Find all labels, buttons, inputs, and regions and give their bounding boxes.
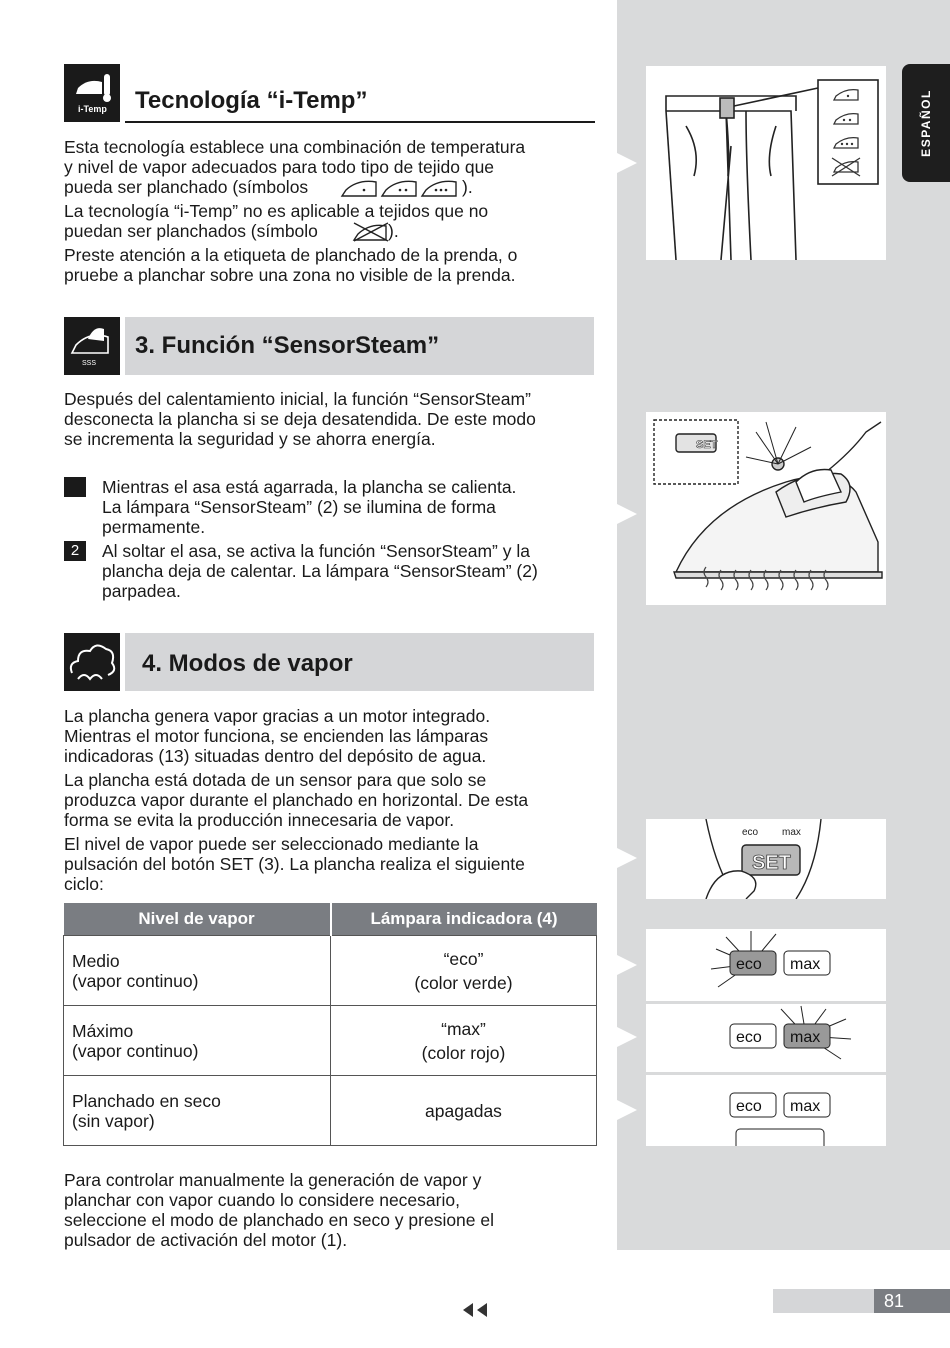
table-cell-lamp <box>331 1076 597 1146</box>
itemp-line-1: Esta tecnología establece una combinación de temperatura <box>64 137 526 157</box>
table-header-lamp: Lámpara indicadora (4) <box>331 903 597 936</box>
itemp-line-7: pruebe a planchar sobre una zona no visible de la prenda. <box>64 265 516 285</box>
set-button-icon <box>646 819 886 899</box>
eco-lamp-illustration <box>646 929 886 1001</box>
table-cell-lamp <box>331 936 597 1006</box>
trousers-label-illustration <box>646 66 886 260</box>
eco-lamp-icon <box>646 929 886 1001</box>
max-label: max <box>782 827 801 838</box>
vapor-p1-line-1: La plancha genera vapor gracias a un motor integrado. <box>64 706 491 726</box>
pointer-arrow <box>617 504 637 524</box>
itemp-icon-label: i-Temp <box>78 104 107 114</box>
max-lamp-illustration <box>646 1004 886 1072</box>
table-row <box>64 936 597 1006</box>
pointer-arrow <box>617 1027 637 1047</box>
level-name: Medio <box>72 950 120 971</box>
table-cell-level <box>64 936 331 1006</box>
step-2-line-1: Al soltar el asa, se activa la función “SensorSteam” y la <box>102 541 530 561</box>
vapor-p4-line-2: planchar con vapor cuando lo considere necesario, <box>64 1190 460 1210</box>
itemp-after-symbols-1: ). <box>462 177 473 197</box>
max-label: max <box>790 1098 821 1115</box>
no-ironing-symbol-icon <box>352 220 390 242</box>
page-number: 81 <box>874 1289 950 1313</box>
pointer-arrow <box>617 955 637 975</box>
itemp-line-6: Preste atención a la etiqueta de planchado de la prenda, o <box>64 245 518 265</box>
set-button-press-illustration <box>646 819 886 899</box>
sensorsteam-icon <box>64 317 120 375</box>
back-arrows-icon[interactable] <box>461 1302 489 1318</box>
trousers-icon <box>646 66 886 260</box>
vapor-p4-line-3: seleccione el modo de planchado en seco y presione el <box>64 1210 495 1230</box>
steam-level-table <box>63 903 597 1146</box>
set-label: SET <box>752 852 791 874</box>
itemp-line-3: pueda ser planchado (símbolos <box>64 177 309 197</box>
lamps-off-icon <box>646 1075 886 1146</box>
max-label: max <box>790 1029 821 1046</box>
sensor-line-2: desconecta la plancha si se deja desatendida. De este modo <box>64 409 536 429</box>
step-number-2: 2 <box>64 541 86 561</box>
vapor-p3-line-3: ciclo: <box>64 874 104 894</box>
lamp-name: apagadas <box>425 1100 502 1121</box>
language-tab-label: ESPAÑOL <box>919 89 933 157</box>
table-header-level: Nivel de vapor <box>64 903 331 936</box>
vapor-p2-line-3: forma se evita la producción innecesaria de vapor. <box>64 810 455 830</box>
level-detail: (sin vapor) <box>72 1110 155 1131</box>
vapor-p4-line-4: pulsador de activación del motor (1). <box>64 1230 348 1250</box>
itemp-after-symbols-2: ). <box>388 221 399 241</box>
step-number-1 <box>64 477 86 497</box>
itemp-line-2: y nivel de vapor adecuados para todo tipo de tejido que <box>64 157 495 177</box>
table-row <box>64 1006 597 1076</box>
lamp-color: (color verde) <box>414 972 513 993</box>
table-cell-level <box>64 1076 331 1146</box>
lamp-color: (color rojo) <box>421 1042 506 1063</box>
vapor-title: 4. Modos de vapor <box>142 650 353 677</box>
itemp-line-5: puedan ser planchados (símbolo <box>64 221 318 241</box>
table-row <box>64 1076 597 1146</box>
level-detail: (vapor continuo) <box>72 1040 199 1061</box>
pointer-arrow <box>617 848 637 868</box>
step-2-line-2: plancha deja de calentar. La lámpara “SensorSteam” (2) <box>102 561 538 581</box>
eco-label: eco <box>742 827 759 838</box>
pointer-arrow <box>617 1100 637 1120</box>
lamp-name: “eco” <box>443 948 484 969</box>
vapor-p1-line-2: Mientras el motor funciona, se encienden las lámparas <box>64 726 489 746</box>
itemp-icon <box>64 64 120 122</box>
eco-label: eco <box>736 1098 762 1115</box>
vapor-p2-line-2: produzca vapor durante el planchado en horizontal. De esta <box>64 790 529 810</box>
step-1-line-2: La lámpara “SensorSteam” (2) se ilumina de forma <box>102 497 496 517</box>
vapor-p2-line-1: La plancha está dotada de un sensor para que solo se <box>64 770 487 790</box>
sensorsteam-title: 3. Función “SensorSteam” <box>135 332 440 359</box>
level-name: Máximo <box>72 1020 134 1041</box>
step-1-line-3: permamente. <box>102 517 206 537</box>
table-header-row <box>64 903 597 936</box>
itemp-line-4: La tecnología “i-Temp” no es aplicable a tejidos que no <box>64 201 489 221</box>
language-tab <box>902 64 950 182</box>
step-1-line-1: Mientras el asa está agarrada, la plancha se calienta. <box>102 477 517 497</box>
iron-sensorsteam-illustration <box>646 412 886 605</box>
vapor-p4-line-1: Para controlar manualmente la generación de vapor y <box>64 1170 482 1190</box>
itemp-title-underline <box>125 121 595 123</box>
vapor-p3-line-2: pulsación del botón SET (3). La plancha realiza el siguiente <box>64 854 525 874</box>
steam-cloud-icon <box>64 633 120 691</box>
vapor-p3-line-1: El nivel de vapor puede ser seleccionado mediante la <box>64 834 479 854</box>
itemp-title: Tecnología “i-Temp” <box>135 87 368 114</box>
table-cell-lamp <box>331 1006 597 1076</box>
eco-label: eco <box>736 956 762 973</box>
step-2-line-3: parpadea. <box>102 581 181 601</box>
vapor-p1-line-3: indicadoras (13) situadas dentro del depósito de agua. <box>64 746 487 766</box>
iron-icon <box>646 412 886 605</box>
pointer-arrow <box>617 153 637 173</box>
lamp-name: “max” <box>441 1018 486 1039</box>
table-cell-level <box>64 1006 331 1076</box>
sensor-line-3: se incrementa la seguridad y se ahorra energía. <box>64 429 436 449</box>
set-label: SET <box>696 439 718 451</box>
max-label: max <box>790 956 821 973</box>
sensor-line-1: Después del calentamiento inicial, la función “SensorSteam” <box>64 389 531 409</box>
eco-label: eco <box>736 1029 762 1046</box>
ironing-symbols-icon <box>340 176 464 198</box>
max-lamp-icon <box>646 1004 886 1072</box>
level-name: Planchado en seco <box>72 1090 221 1111</box>
steam-waves-label: SSS <box>82 360 97 367</box>
lamps-off-illustration <box>646 1075 886 1146</box>
level-detail: (vapor continuo) <box>72 970 199 991</box>
